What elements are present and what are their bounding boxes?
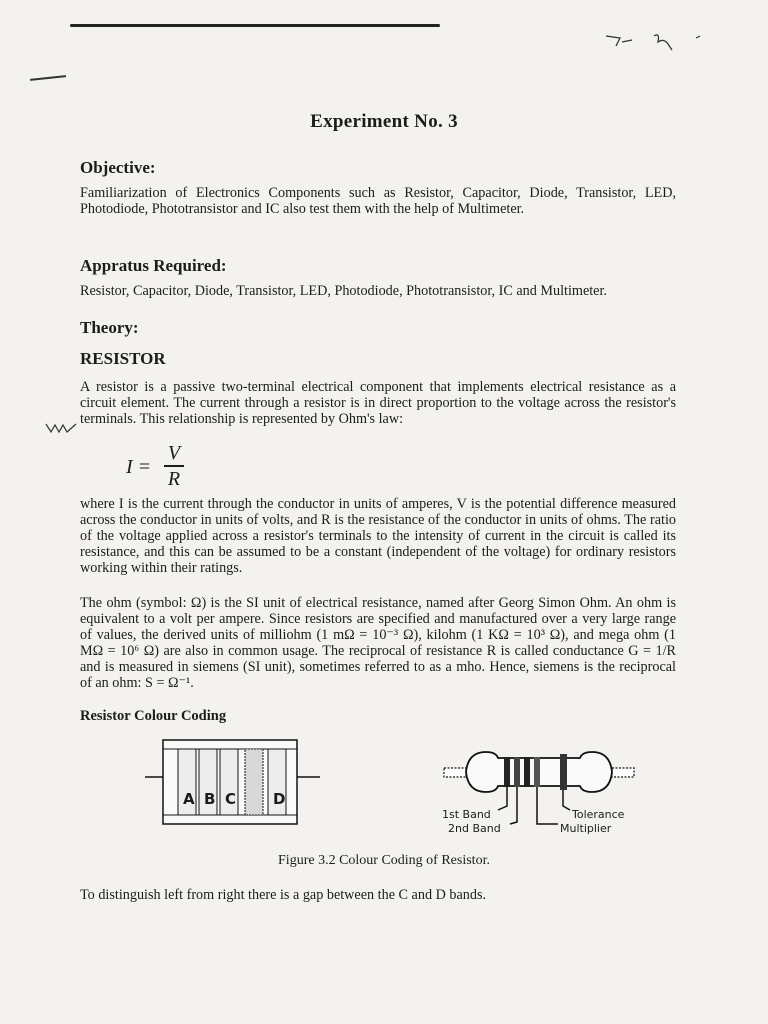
theory-heading: Theory: <box>80 318 139 337</box>
ohms-law-explanation: where I is the current through the conductor in units of amperes, V is the potential difference measured across the conductor in units of volts, and R is the resistance of the conductor in units of ohms. The ratio of the voltage applied across a resistor's terminals to the intensity of current in the circuit is called its resistance, and this can be assumed to be a constant (independent of the voltage) for ordinary resistors working within their ratings. <box>80 496 676 576</box>
band-letter-a: A <box>183 790 195 808</box>
formula-fraction <box>164 442 184 490</box>
band-letter-d: D <box>273 790 286 808</box>
formula-denominator: R <box>167 467 181 490</box>
ohm-unit-paragraph: The ohm (symbol: Ω) is the SI unit of electrical resistance, named after Georg Simon Ohm. An ohm is equivalent to a volt per ampere. Since resistors are specified and manufactured over a very large range of values, the derived units of milliohm (1 mΩ = 10⁻³ Ω), kilohm (1 KΩ = 10³ Ω), and mega ohm (1 MΩ = 10⁶ Ω) are also in common usage. The reciprocal of resistance R is called conductance G = 1/R and is measured in siemens (SI unit), sometimes referred to as a mho. Hence, siemens is the reciprocal of an ohm: S = Ω⁻¹. <box>80 595 676 691</box>
page-title: Experiment No. 3 <box>310 111 458 132</box>
objective-text: Familiarization of Electronics Components such as Resistor, Capacitor, Diode, Transistor, LED, Photodiode, Phototransistor and IC also test them with the help of Multimeter. <box>80 185 676 217</box>
figure-caption: Figure 3.2 Colour Coding of Resistor. <box>278 853 490 868</box>
formula-numerator: V <box>167 442 181 464</box>
band-gap-note: To distinguish left from right there is a gap between the C and D bands. <box>80 887 487 903</box>
band-letter-b: B <box>204 790 216 808</box>
margin-squiggle <box>44 420 78 436</box>
band-letter-c: C <box>225 790 237 808</box>
label-2nd-band: 2nd Band <box>448 822 501 835</box>
objective-heading: Objective: <box>80 158 156 177</box>
colour-coding-heading: Resistor Colour Coding <box>80 708 227 724</box>
resistor-paragraph: A resistor is a passive two-terminal electrical component that implements electrical resistance as a circuit element. The current through a resistor is in direct proportion to the voltage across the resistor's terminals. This relationship is represented by Ohm's law: <box>80 379 676 427</box>
resistor-heading: RESISTOR <box>80 349 166 368</box>
margin-pen-mark <box>30 75 66 81</box>
label-1st-band: 1st Band <box>442 808 491 821</box>
resistor-labels <box>438 740 648 840</box>
apparatus-heading: Appratus Required: <box>80 256 227 275</box>
top-rule <box>70 24 440 27</box>
formula-lhs: I = <box>126 456 152 478</box>
fraction-bar <box>164 465 184 467</box>
label-tolerance: Tolerance <box>572 808 625 821</box>
handwritten-marks <box>598 28 708 58</box>
apparatus-text: Resistor, Capacitor, Diode, Transistor, LED, Photodiode, Phototransistor, IC and Multimeter. <box>80 283 607 299</box>
label-multiplier: Multiplier <box>560 822 612 835</box>
band-letters <box>145 737 320 827</box>
